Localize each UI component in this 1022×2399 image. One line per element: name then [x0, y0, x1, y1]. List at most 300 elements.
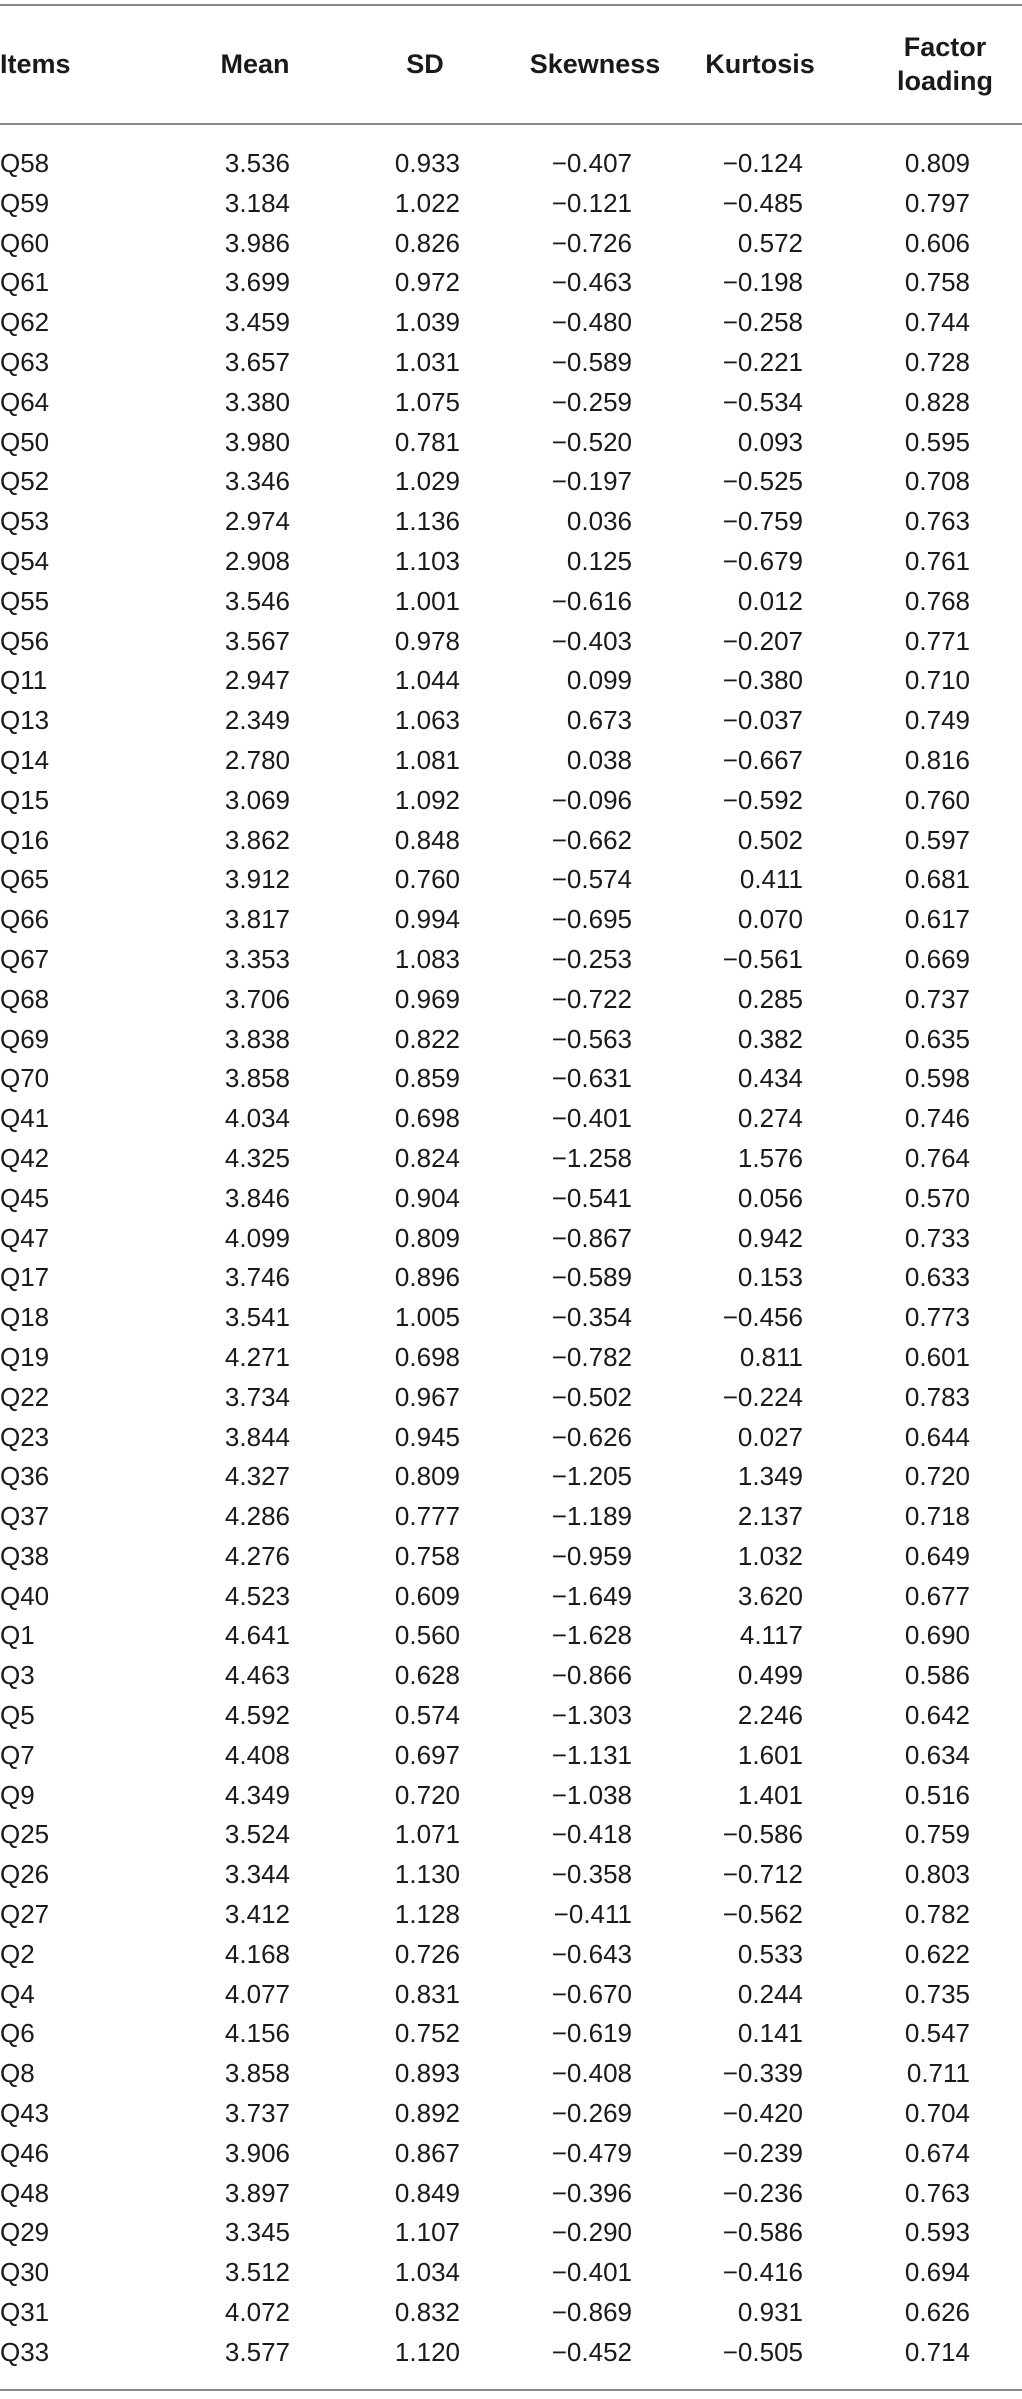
cell-sd: 1.001	[394, 585, 460, 616]
cell-kurtosis: 1.032	[737, 1540, 803, 1571]
table-row	[0, 900, 1022, 940]
cell-mean: 3.380	[224, 386, 290, 417]
cell-factor-loading: 0.635	[904, 1023, 970, 1054]
cell-kurtosis: 0.931	[737, 2297, 803, 2328]
cell-item: Q63	[0, 346, 50, 377]
cell-skewness: −0.670	[551, 1978, 632, 2009]
table-row	[0, 1577, 1022, 1617]
table-row	[0, 1418, 1022, 1458]
cell-mean: 3.184	[224, 187, 290, 218]
cell-item: Q50	[0, 426, 50, 457]
table-header	[0, 6, 1022, 123]
table-row	[0, 622, 1022, 662]
cell-item: Q61	[0, 267, 50, 298]
table-row	[0, 1219, 1022, 1259]
cell-sd: 1.039	[394, 307, 460, 338]
cell-item: Q54	[0, 545, 50, 576]
cell-sd: 0.859	[394, 1063, 460, 1094]
cell-mean: 4.592	[224, 1700, 290, 1731]
cell-sd: 0.809	[394, 1222, 460, 1253]
header-factor-loading-line1: Factor	[903, 32, 987, 62]
cell-kurtosis: 0.533	[737, 1938, 803, 1969]
cell-factor-loading: 0.617	[904, 904, 970, 935]
cell-skewness: −1.628	[551, 1620, 632, 1651]
cell-skewness: −0.619	[551, 2018, 632, 2049]
table-row	[0, 2094, 1022, 2134]
cell-sd: 0.822	[394, 1023, 460, 1054]
table-row	[0, 1776, 1022, 1816]
cell-skewness: −0.959	[551, 1540, 632, 1571]
cell-kurtosis: 2.246	[737, 1700, 803, 1731]
header-items: Items	[0, 49, 71, 79]
cell-factor-loading: 0.708	[904, 466, 970, 497]
cell-factor-loading: 0.606	[904, 227, 970, 258]
cell-mean: 4.325	[224, 1142, 290, 1173]
cell-mean: 3.459	[224, 307, 290, 338]
table-row	[0, 2134, 1022, 2174]
cell-kurtosis: −0.339	[722, 2058, 803, 2089]
cell-kurtosis: 1.349	[737, 1461, 803, 1492]
cell-kurtosis: 0.411	[739, 864, 803, 895]
cell-kurtosis: −0.759	[722, 506, 803, 537]
cell-skewness: −0.574	[551, 864, 632, 895]
cell-kurtosis: 0.499	[737, 1660, 803, 1691]
cell-kurtosis: −0.258	[722, 307, 803, 338]
cell-item: Q65	[0, 864, 50, 895]
cell-kurtosis: −0.592	[722, 784, 803, 815]
table-row	[0, 1935, 1022, 1975]
table-row	[0, 1975, 1022, 2015]
cell-sd: 0.969	[394, 983, 460, 1014]
cell-item: Q68	[0, 983, 50, 1014]
cell-mean: 3.912	[224, 864, 290, 895]
table-row	[0, 1895, 1022, 1935]
cell-mean: 3.536	[224, 148, 290, 178]
cell-item: Q25	[0, 1819, 50, 1850]
cell-kurtosis: −0.207	[722, 625, 803, 656]
table-row	[0, 1457, 1022, 1497]
cell-item: Q1	[0, 1620, 35, 1651]
cell-mean: 3.069	[224, 784, 290, 815]
cell-skewness: −0.589	[551, 346, 632, 377]
cell-skewness: −0.479	[551, 2137, 632, 2168]
cell-sd: 0.574	[394, 1700, 460, 1731]
cell-skewness: −0.695	[551, 904, 632, 935]
cell-factor-loading: 0.763	[904, 506, 970, 537]
cell-sd: 1.031	[394, 346, 460, 377]
cell-kurtosis: −0.525	[722, 466, 803, 497]
cell-factor-loading: 0.797	[904, 187, 970, 218]
cell-factor-loading: 0.649	[904, 1540, 970, 1571]
cell-factor-loading: 0.816	[904, 744, 970, 775]
cell-sd: 1.092	[394, 784, 460, 815]
cell-item: Q26	[0, 1859, 50, 1890]
cell-factor-loading: 0.735	[904, 1978, 970, 2009]
cell-item: Q5	[0, 1700, 35, 1731]
cell-mean: 4.271	[224, 1341, 290, 1372]
cell-item: Q58	[0, 148, 50, 178]
table-row	[0, 980, 1022, 1020]
cell-item: Q64	[0, 386, 50, 417]
cell-item: Q41	[0, 1103, 50, 1134]
header-kurtosis: Kurtosis	[705, 49, 815, 79]
cell-mean: 4.168	[224, 1938, 290, 1969]
cell-item: Q23	[0, 1421, 50, 1452]
table-row	[0, 1815, 1022, 1855]
cell-item: Q13	[0, 705, 50, 736]
cell-kurtosis: −0.221	[722, 346, 803, 377]
cell-factor-loading: 0.595	[904, 426, 970, 457]
cell-factor-loading: 0.677	[904, 1580, 970, 1611]
cell-kurtosis: −0.380	[722, 665, 803, 696]
cell-sd: 1.075	[394, 386, 460, 417]
cell-mean: 3.734	[224, 1381, 290, 1412]
table-row	[0, 2054, 1022, 2094]
cell-sd: 0.697	[394, 1739, 460, 1770]
cell-factor-loading: 0.733	[904, 1222, 970, 1253]
cell-item: Q7	[0, 1739, 35, 1770]
cell-sd: 1.083	[394, 943, 460, 974]
cell-mean: 3.858	[224, 2058, 290, 2089]
cell-skewness: −0.480	[551, 307, 632, 338]
cell-item: Q66	[0, 904, 50, 935]
cell-factor-loading: 0.710	[904, 665, 970, 696]
cell-factor-loading: 0.633	[904, 1262, 970, 1293]
cell-skewness: −1.038	[551, 1779, 632, 1810]
cell-kurtosis: 0.093	[737, 426, 803, 457]
cell-mean: 4.641	[224, 1620, 290, 1651]
cell-sd: 0.867	[394, 2137, 460, 2168]
table-row	[0, 1696, 1022, 1736]
cell-sd: 0.972	[394, 267, 460, 298]
cell-item: Q8	[0, 2058, 35, 2089]
cell-mean: 3.862	[224, 824, 290, 855]
table-row	[0, 263, 1022, 303]
cell-mean: 3.699	[224, 267, 290, 298]
cell-skewness: −0.401	[551, 2257, 632, 2288]
cell-skewness: −0.726	[551, 227, 632, 258]
table-row	[0, 502, 1022, 542]
cell-sd: 1.044	[394, 665, 460, 696]
cell-item: Q67	[0, 943, 50, 974]
table-row	[0, 1298, 1022, 1338]
table-row	[0, 2253, 1022, 2293]
cell-sd: 0.831	[394, 1978, 460, 2009]
cell-mean: 4.463	[224, 1660, 290, 1691]
cell-item: Q52	[0, 466, 50, 497]
cell-mean: 4.276	[224, 1540, 290, 1571]
cell-kurtosis: 0.244	[737, 1978, 803, 2009]
cell-factor-loading: 0.763	[904, 2177, 970, 2208]
cell-item: Q31	[0, 2297, 50, 2328]
cell-kurtosis: 0.285	[737, 983, 803, 1014]
cell-sd: 0.720	[394, 1779, 460, 1810]
cell-kurtosis: 4.117	[739, 1620, 803, 1651]
cell-factor-loading: 0.626	[904, 2297, 970, 2328]
cell-factor-loading: 0.622	[904, 1938, 970, 1969]
table-row	[0, 303, 1022, 343]
cell-mean: 4.408	[224, 1739, 290, 1770]
cell-item: Q2	[0, 1938, 35, 1969]
cell-kurtosis: −0.485	[722, 187, 803, 218]
cell-kurtosis: 0.027	[737, 1421, 803, 1452]
cell-factor-loading: 0.714	[904, 2336, 970, 2367]
cell-factor-loading: 0.760	[904, 784, 970, 815]
cell-mean: 2.349	[224, 705, 290, 736]
cell-skewness: −0.782	[551, 1341, 632, 1372]
cell-skewness: −0.411	[553, 1899, 632, 1930]
cell-skewness: −0.403	[551, 625, 632, 656]
cell-mean: 4.523	[224, 1580, 290, 1611]
cell-item: Q16	[0, 824, 50, 855]
cell-sd: 0.698	[394, 1103, 460, 1134]
cell-sd: 1.071	[394, 1819, 460, 1850]
cell-mean: 3.897	[224, 2177, 290, 2208]
cell-skewness: −0.869	[551, 2297, 632, 2328]
cell-factor-loading: 0.681	[904, 864, 970, 895]
table-body	[0, 125, 1022, 2373]
cell-skewness: −0.401	[551, 1103, 632, 1134]
cell-factor-loading: 0.809	[904, 148, 970, 178]
table-row	[0, 781, 1022, 821]
cell-kurtosis: 1.576	[737, 1142, 803, 1173]
cell-mean: 3.838	[224, 1023, 290, 1054]
table-row	[0, 1258, 1022, 1298]
cell-sd: 1.034	[394, 2257, 460, 2288]
cell-factor-loading: 0.598	[904, 1063, 970, 1094]
cell-item: Q46	[0, 2137, 50, 2168]
cell-kurtosis: −0.420	[722, 2098, 803, 2129]
cell-item: Q48	[0, 2177, 50, 2208]
cell-item: Q30	[0, 2257, 50, 2288]
cell-item: Q56	[0, 625, 50, 656]
cell-skewness: 0.099	[566, 665, 632, 696]
cell-factor-loading: 0.728	[904, 346, 970, 377]
table-row	[0, 1099, 1022, 1139]
cell-kurtosis: −0.586	[722, 1819, 803, 1850]
cell-mean: 3.577	[224, 2336, 290, 2367]
cell-kurtosis: 0.572	[737, 227, 803, 258]
cell-kurtosis: 0.274	[737, 1103, 803, 1134]
cell-sd: 0.628	[394, 1660, 460, 1691]
cell-sd: 0.893	[394, 2058, 460, 2089]
cell-mean: 3.546	[224, 585, 290, 616]
table-row	[0, 383, 1022, 423]
cell-item: Q29	[0, 2217, 50, 2248]
cell-item: Q53	[0, 506, 50, 537]
table-row	[0, 462, 1022, 502]
cell-kurtosis: 2.137	[737, 1501, 803, 1532]
cell-kurtosis: 3.620	[737, 1580, 803, 1611]
cell-skewness: −0.418	[551, 1819, 632, 1850]
cell-kurtosis: −0.037	[722, 705, 803, 736]
cell-skewness: −1.205	[551, 1461, 632, 1492]
cell-sd: 1.130	[394, 1859, 460, 1890]
table-row	[0, 542, 1022, 582]
cell-item: Q55	[0, 585, 50, 616]
cell-item: Q11	[0, 665, 48, 696]
table-row	[0, 2174, 1022, 2214]
cell-mean: 3.512	[224, 2257, 290, 2288]
cell-factor-loading: 0.759	[904, 1819, 970, 1850]
cell-skewness: −1.649	[551, 1580, 632, 1611]
cell-skewness: −1.131	[551, 1739, 632, 1770]
cell-sd: 0.824	[394, 1142, 460, 1173]
cell-item: Q37	[0, 1501, 50, 1532]
cell-skewness: −0.253	[551, 943, 632, 974]
cell-sd: 0.781	[394, 426, 460, 457]
cell-item: Q36	[0, 1461, 50, 1492]
table-row	[0, 701, 1022, 741]
table-row	[0, 1020, 1022, 1060]
cell-sd: 1.103	[394, 545, 460, 576]
cell-skewness: 0.038	[566, 744, 632, 775]
cell-factor-loading: 0.669	[904, 943, 970, 974]
cell-skewness: −0.589	[551, 1262, 632, 1293]
cell-mean: 3.706	[224, 983, 290, 1014]
cell-kurtosis: −0.562	[722, 1899, 803, 1930]
cell-mean: 3.817	[224, 904, 290, 935]
cell-item: Q6	[0, 2018, 35, 2049]
cell-sd: 0.994	[394, 904, 460, 935]
cell-skewness: 0.673	[566, 705, 632, 736]
cell-factor-loading: 0.694	[904, 2257, 970, 2288]
cell-mean: 3.906	[224, 2137, 290, 2168]
cell-sd: 0.777	[394, 1501, 460, 1532]
cell-sd: 0.832	[394, 2297, 460, 2328]
cell-factor-loading: 0.570	[904, 1182, 970, 1213]
cell-mean: 4.072	[224, 2297, 290, 2328]
table-row	[0, 1616, 1022, 1656]
cell-sd: 0.809	[394, 1461, 460, 1492]
cell-sd: 0.826	[394, 227, 460, 258]
cell-mean: 3.345	[224, 2217, 290, 2248]
table-row	[0, 821, 1022, 861]
cell-kurtosis: −0.456	[722, 1302, 803, 1333]
cell-item: Q17	[0, 1262, 50, 1293]
table-row	[0, 343, 1022, 383]
cell-factor-loading: 0.828	[904, 386, 970, 417]
table-row	[0, 423, 1022, 463]
header-factor-loading	[880, 30, 1010, 98]
cell-mean: 3.541	[224, 1302, 290, 1333]
cell-sd: 0.698	[394, 1341, 460, 1372]
cell-sd: 1.005	[394, 1302, 460, 1333]
cell-factor-loading: 0.597	[904, 824, 970, 855]
table-row	[0, 1497, 1022, 1537]
cell-kurtosis: 0.502	[737, 824, 803, 855]
cell-factor-loading: 0.593	[904, 2217, 970, 2248]
cell-sd: 0.892	[394, 2098, 460, 2129]
cell-kurtosis: 0.153	[737, 1262, 803, 1293]
table-row	[0, 184, 1022, 224]
cell-kurtosis: 1.401	[737, 1779, 803, 1810]
cell-skewness: −0.407	[551, 148, 632, 178]
table-row	[0, 1338, 1022, 1378]
cell-mean: 3.412	[224, 1899, 290, 1930]
header-sd: SD	[406, 49, 444, 79]
cell-skewness: −0.722	[551, 983, 632, 1014]
cell-factor-loading: 0.783	[904, 1381, 970, 1412]
cell-sd: 0.758	[394, 1540, 460, 1571]
cell-sd: 1.120	[394, 2336, 460, 2367]
cell-factor-loading: 0.586	[904, 1660, 970, 1691]
cell-kurtosis: 0.434	[737, 1063, 803, 1094]
cell-factor-loading: 0.803	[904, 1859, 970, 1890]
cell-factor-loading: 0.768	[904, 585, 970, 616]
cell-sd: 0.978	[394, 625, 460, 656]
cell-mean: 3.986	[224, 227, 290, 258]
cell-factor-loading: 0.634	[904, 1739, 970, 1770]
cell-item: Q43	[0, 2098, 50, 2129]
cell-skewness: −0.096	[551, 784, 632, 815]
cell-kurtosis: 0.141	[737, 2018, 803, 2049]
cell-skewness: −0.358	[551, 1859, 632, 1890]
cell-item: Q70	[0, 1063, 50, 1094]
table-row	[0, 2333, 1022, 2373]
cell-skewness: 0.125	[566, 545, 632, 576]
table-row	[0, 1179, 1022, 1219]
cell-item: Q3	[0, 1660, 35, 1691]
cell-item: Q4	[0, 1978, 35, 2009]
cell-factor-loading: 0.674	[904, 2137, 970, 2168]
cell-skewness: −0.290	[551, 2217, 632, 2248]
cell-mean: 3.846	[224, 1182, 290, 1213]
cell-mean: 4.099	[224, 1222, 290, 1253]
cell-skewness: −0.616	[551, 585, 632, 616]
cell-mean: 3.524	[224, 1819, 290, 1850]
cell-item: Q40	[0, 1580, 50, 1611]
cell-item: Q47	[0, 1222, 50, 1253]
cell-sd: 1.136	[394, 506, 460, 537]
cell-item: Q18	[0, 1302, 50, 1333]
table-row	[0, 1139, 1022, 1179]
cell-mean: 4.156	[224, 2018, 290, 2049]
table-row	[0, 940, 1022, 980]
cell-sd: 1.063	[394, 705, 460, 736]
cell-skewness: −0.563	[551, 1023, 632, 1054]
cell-mean: 2.947	[224, 665, 290, 696]
table-row	[0, 1855, 1022, 1895]
cell-factor-loading: 0.720	[904, 1461, 970, 1492]
cell-skewness: 0.036	[566, 506, 632, 537]
cell-mean: 4.034	[224, 1103, 290, 1134]
table-row	[0, 2293, 1022, 2333]
cell-kurtosis: −0.712	[722, 1859, 803, 1890]
cell-kurtosis: −0.124	[722, 148, 803, 178]
cell-factor-loading: 0.773	[904, 1302, 970, 1333]
cell-kurtosis: −0.679	[722, 545, 803, 576]
cell-kurtosis: −0.239	[722, 2137, 803, 2168]
cell-skewness: −0.631	[551, 1063, 632, 1094]
table-row	[0, 2014, 1022, 2054]
cell-sd: 0.752	[394, 2018, 460, 2049]
cell-factor-loading: 0.746	[904, 1103, 970, 1134]
cell-item: Q45	[0, 1182, 50, 1213]
cell-factor-loading: 0.758	[904, 267, 970, 298]
cell-kurtosis: 0.811	[739, 1341, 803, 1372]
table-row	[0, 144, 1022, 184]
cell-factor-loading: 0.771	[904, 625, 970, 656]
cell-factor-loading: 0.601	[904, 1341, 970, 1372]
header-mean: Mean	[220, 49, 290, 79]
cell-sd: 1.081	[394, 744, 460, 775]
cell-skewness: −0.408	[551, 2058, 632, 2089]
cell-factor-loading: 0.782	[904, 1899, 970, 1930]
table-row	[0, 582, 1022, 622]
cell-skewness: −0.396	[551, 2177, 632, 2208]
cell-sd: 0.904	[394, 1182, 460, 1213]
